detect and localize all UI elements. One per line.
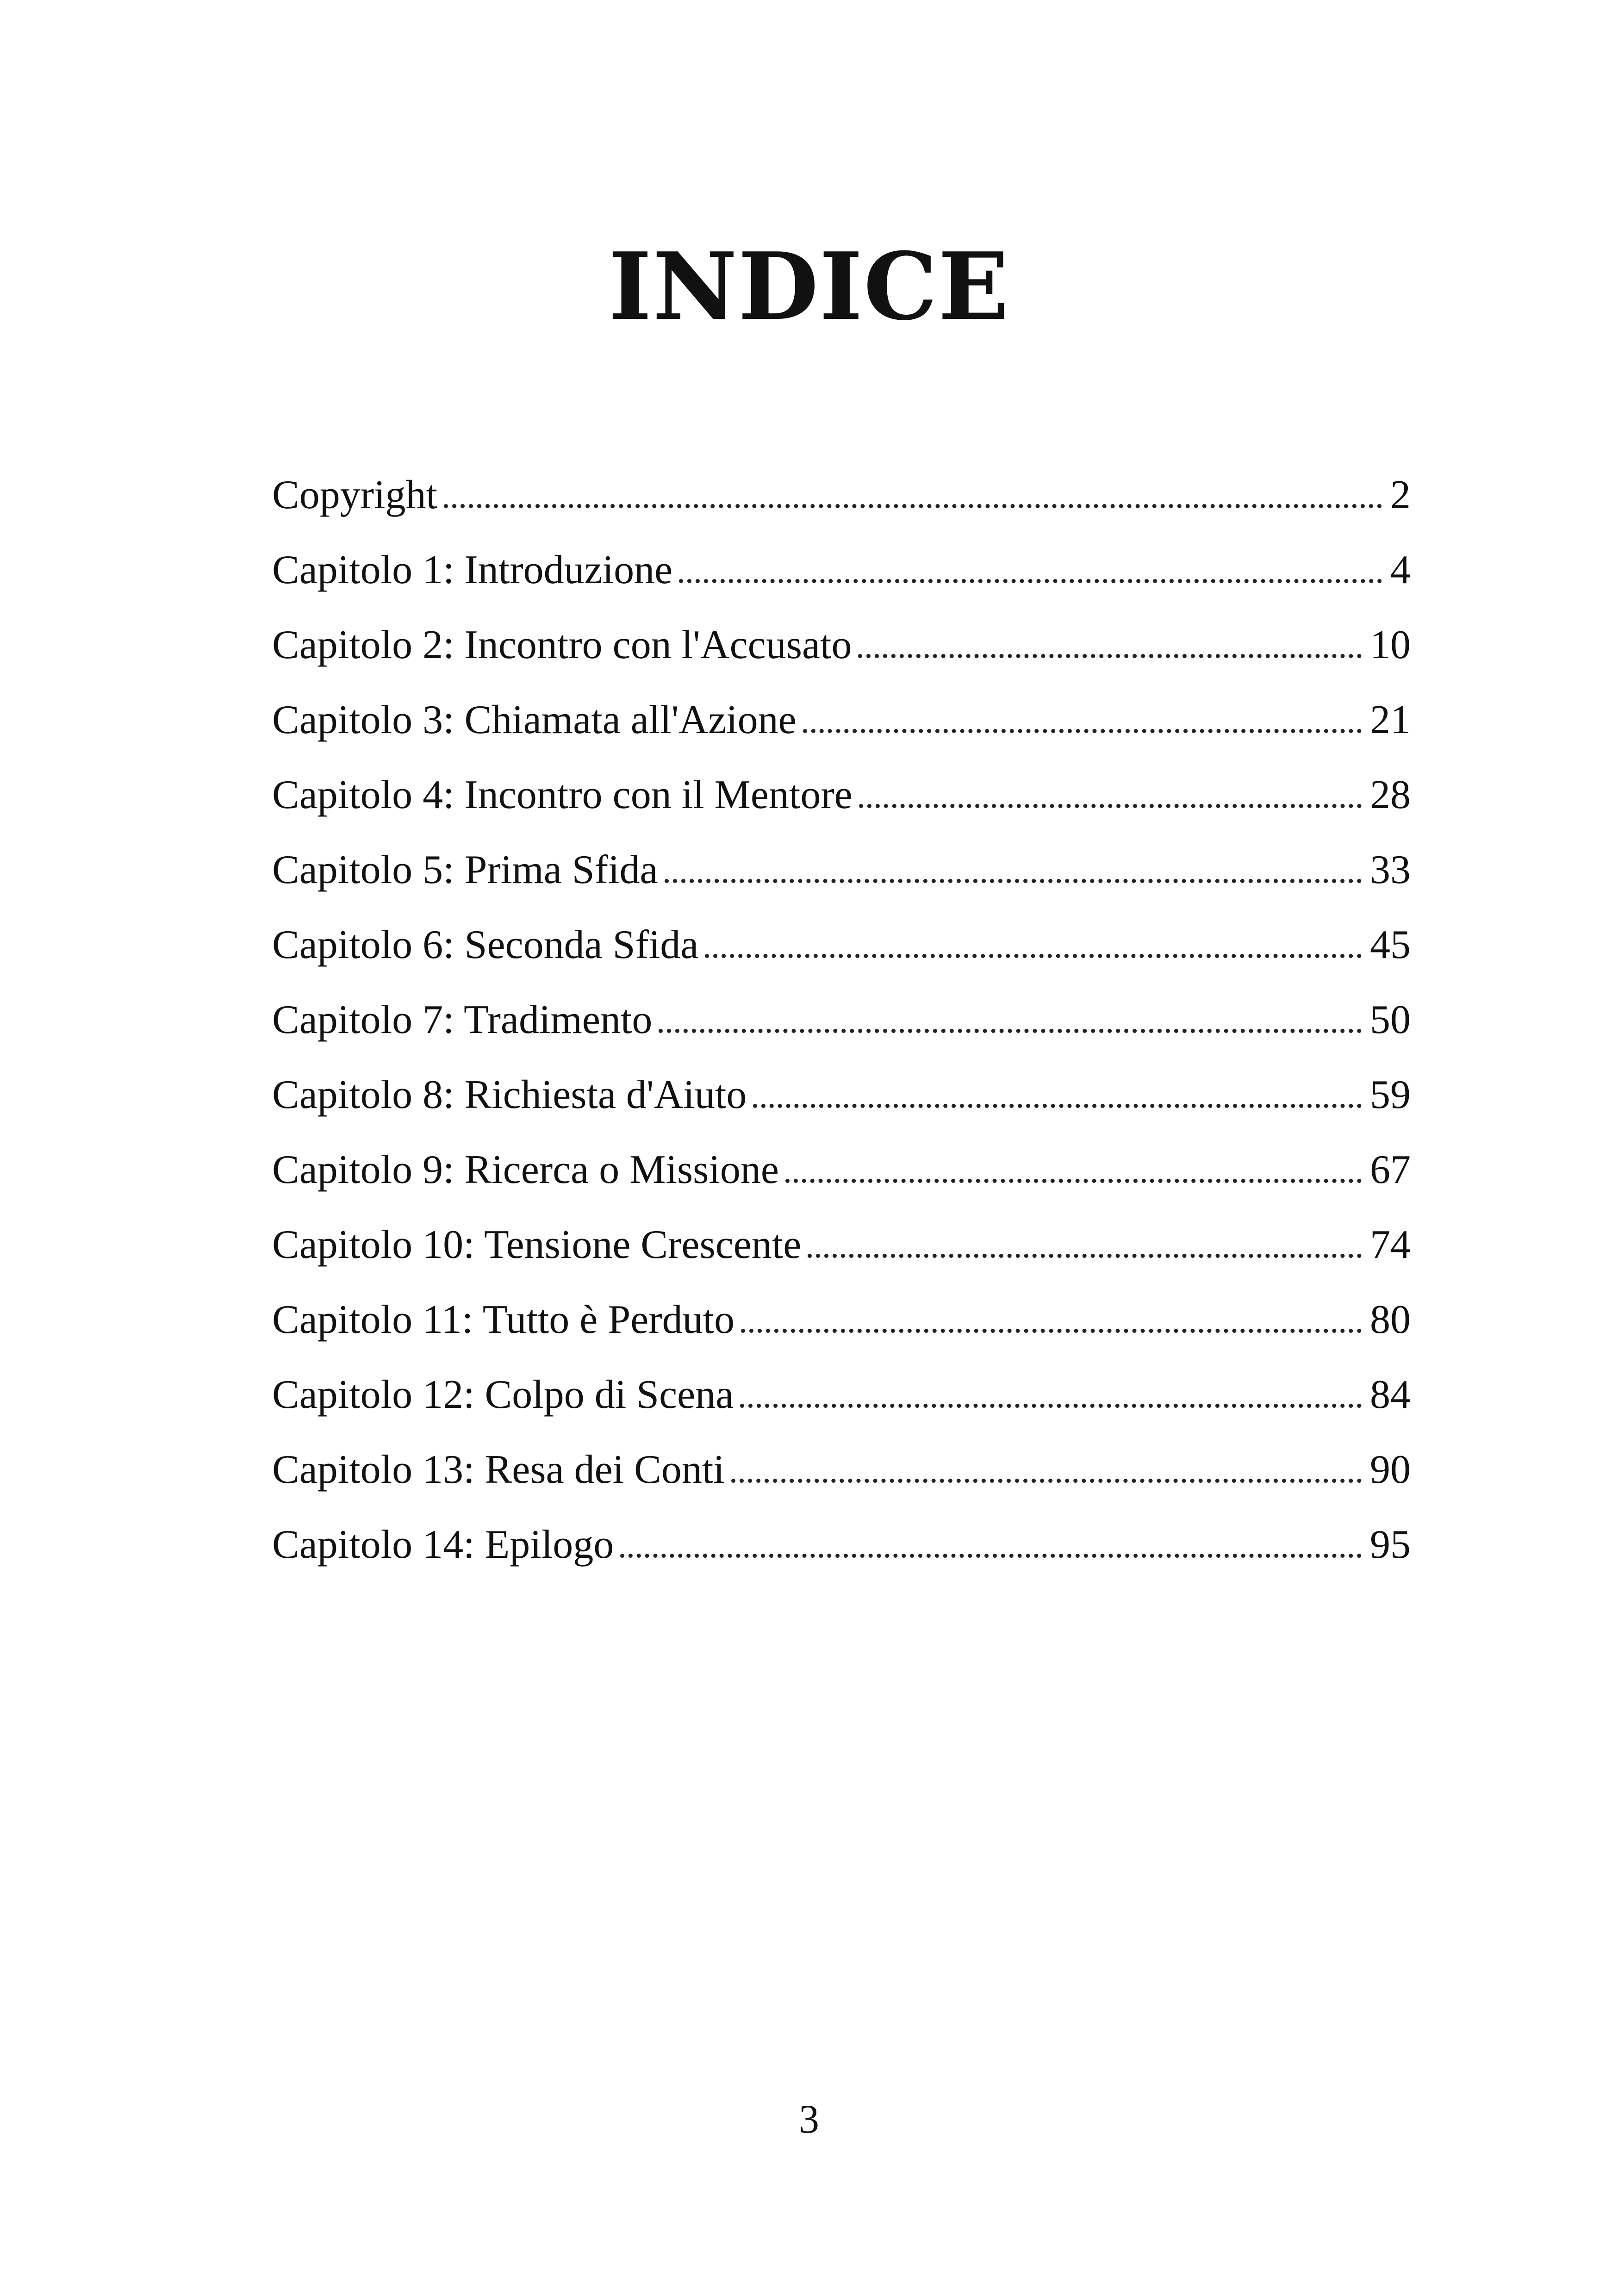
toc-entry[interactable]: [272, 763, 1411, 838]
toc-entry[interactable]: [272, 1213, 1411, 1288]
toc-dot-leader: [808, 1254, 1362, 1258]
toc-entry[interactable]: [272, 463, 1411, 538]
toc-entry-page: 2: [1390, 473, 1411, 517]
toc-entry-label: Capitolo 3: Chiamata all'Azione: [272, 697, 797, 742]
toc-entry-page: 10: [1370, 622, 1411, 667]
toc-entry-label: Capitolo 1: Introduzione: [272, 548, 673, 592]
toc-entry[interactable]: [272, 1063, 1411, 1138]
toc-dot-leader: [858, 654, 1362, 658]
toc-entry-page: 67: [1370, 1147, 1411, 1192]
toc-dot-leader: [741, 1329, 1362, 1333]
toc-dot-leader: [731, 1479, 1362, 1483]
toc-entry-label: Capitolo 5: Prima Sfida: [272, 847, 658, 892]
toc-entry-label: Copyright: [272, 473, 437, 517]
toc-entry[interactable]: [272, 1363, 1411, 1437]
toc-dot-leader: [679, 579, 1382, 583]
toc-dot-leader: [444, 504, 1382, 508]
toc-entry[interactable]: [272, 1437, 1411, 1512]
toc-entry-label: Capitolo 8: Richiesta d'Aiuto: [272, 1072, 747, 1117]
table-of-contents: [272, 463, 1411, 1587]
toc-entry[interactable]: [272, 988, 1411, 1063]
toc-dot-leader: [740, 1404, 1362, 1408]
toc-entry-page: 21: [1370, 697, 1411, 742]
toc-entry[interactable]: [272, 538, 1411, 613]
toc-entry-label: Capitolo 7: Tradimento: [272, 997, 653, 1042]
toc-entry-label: Capitolo 11: Tutto è Perduto: [272, 1297, 735, 1342]
toc-entry-page: 90: [1370, 1447, 1411, 1492]
toc-entry[interactable]: [272, 1138, 1411, 1213]
toc-entry-page: 28: [1370, 772, 1411, 817]
toc-dot-leader: [705, 954, 1362, 958]
toc-dot-leader: [785, 1179, 1362, 1183]
toc-entry[interactable]: [272, 1288, 1411, 1363]
toc-entry-label: Capitolo 13: Resa dei Conti: [272, 1447, 725, 1492]
toc-entry-label: Capitolo 9: Ricerca o Missione: [272, 1147, 779, 1192]
page-number: 3: [799, 2097, 819, 2142]
toc-entry-label: Capitolo 2: Incontro con l'Accusato: [272, 622, 852, 667]
toc-entry-page: 4: [1390, 548, 1411, 592]
toc-dot-leader: [665, 879, 1362, 883]
toc-dot-leader: [859, 804, 1362, 808]
toc-entry-label: Capitolo 10: Tensione Crescente: [272, 1222, 802, 1267]
toc-entry-page: 74: [1370, 1222, 1411, 1267]
toc-entry-page: 80: [1370, 1297, 1411, 1342]
toc-entry-page: 59: [1370, 1072, 1411, 1117]
toc-entry[interactable]: [272, 1512, 1411, 1587]
toc-dot-leader: [659, 1029, 1362, 1033]
toc-entry[interactable]: [272, 688, 1411, 763]
toc-entry-page: 95: [1370, 1522, 1411, 1567]
toc-entry-page: 84: [1370, 1372, 1411, 1417]
toc-dot-leader: [620, 1554, 1362, 1558]
toc-entry[interactable]: [272, 613, 1411, 688]
toc-entry-label: Capitolo 14: Epilogo: [272, 1522, 614, 1567]
toc-dot-leader: [803, 729, 1362, 733]
toc-entry-label: Capitolo 4: Incontro con il Mentore: [272, 772, 853, 817]
toc-entry[interactable]: [272, 838, 1411, 913]
toc-entry-page: 45: [1370, 922, 1411, 967]
toc-entry-page: 33: [1370, 847, 1411, 892]
toc-dot-leader: [753, 1104, 1362, 1108]
toc-entry-page: 50: [1370, 997, 1411, 1042]
page-title: INDICE: [608, 232, 1010, 341]
toc-entry-label: Capitolo 6: Seconda Sfida: [272, 922, 699, 967]
toc-entry[interactable]: [272, 913, 1411, 988]
toc-entry-label: Capitolo 12: Colpo di Scena: [272, 1372, 734, 1417]
